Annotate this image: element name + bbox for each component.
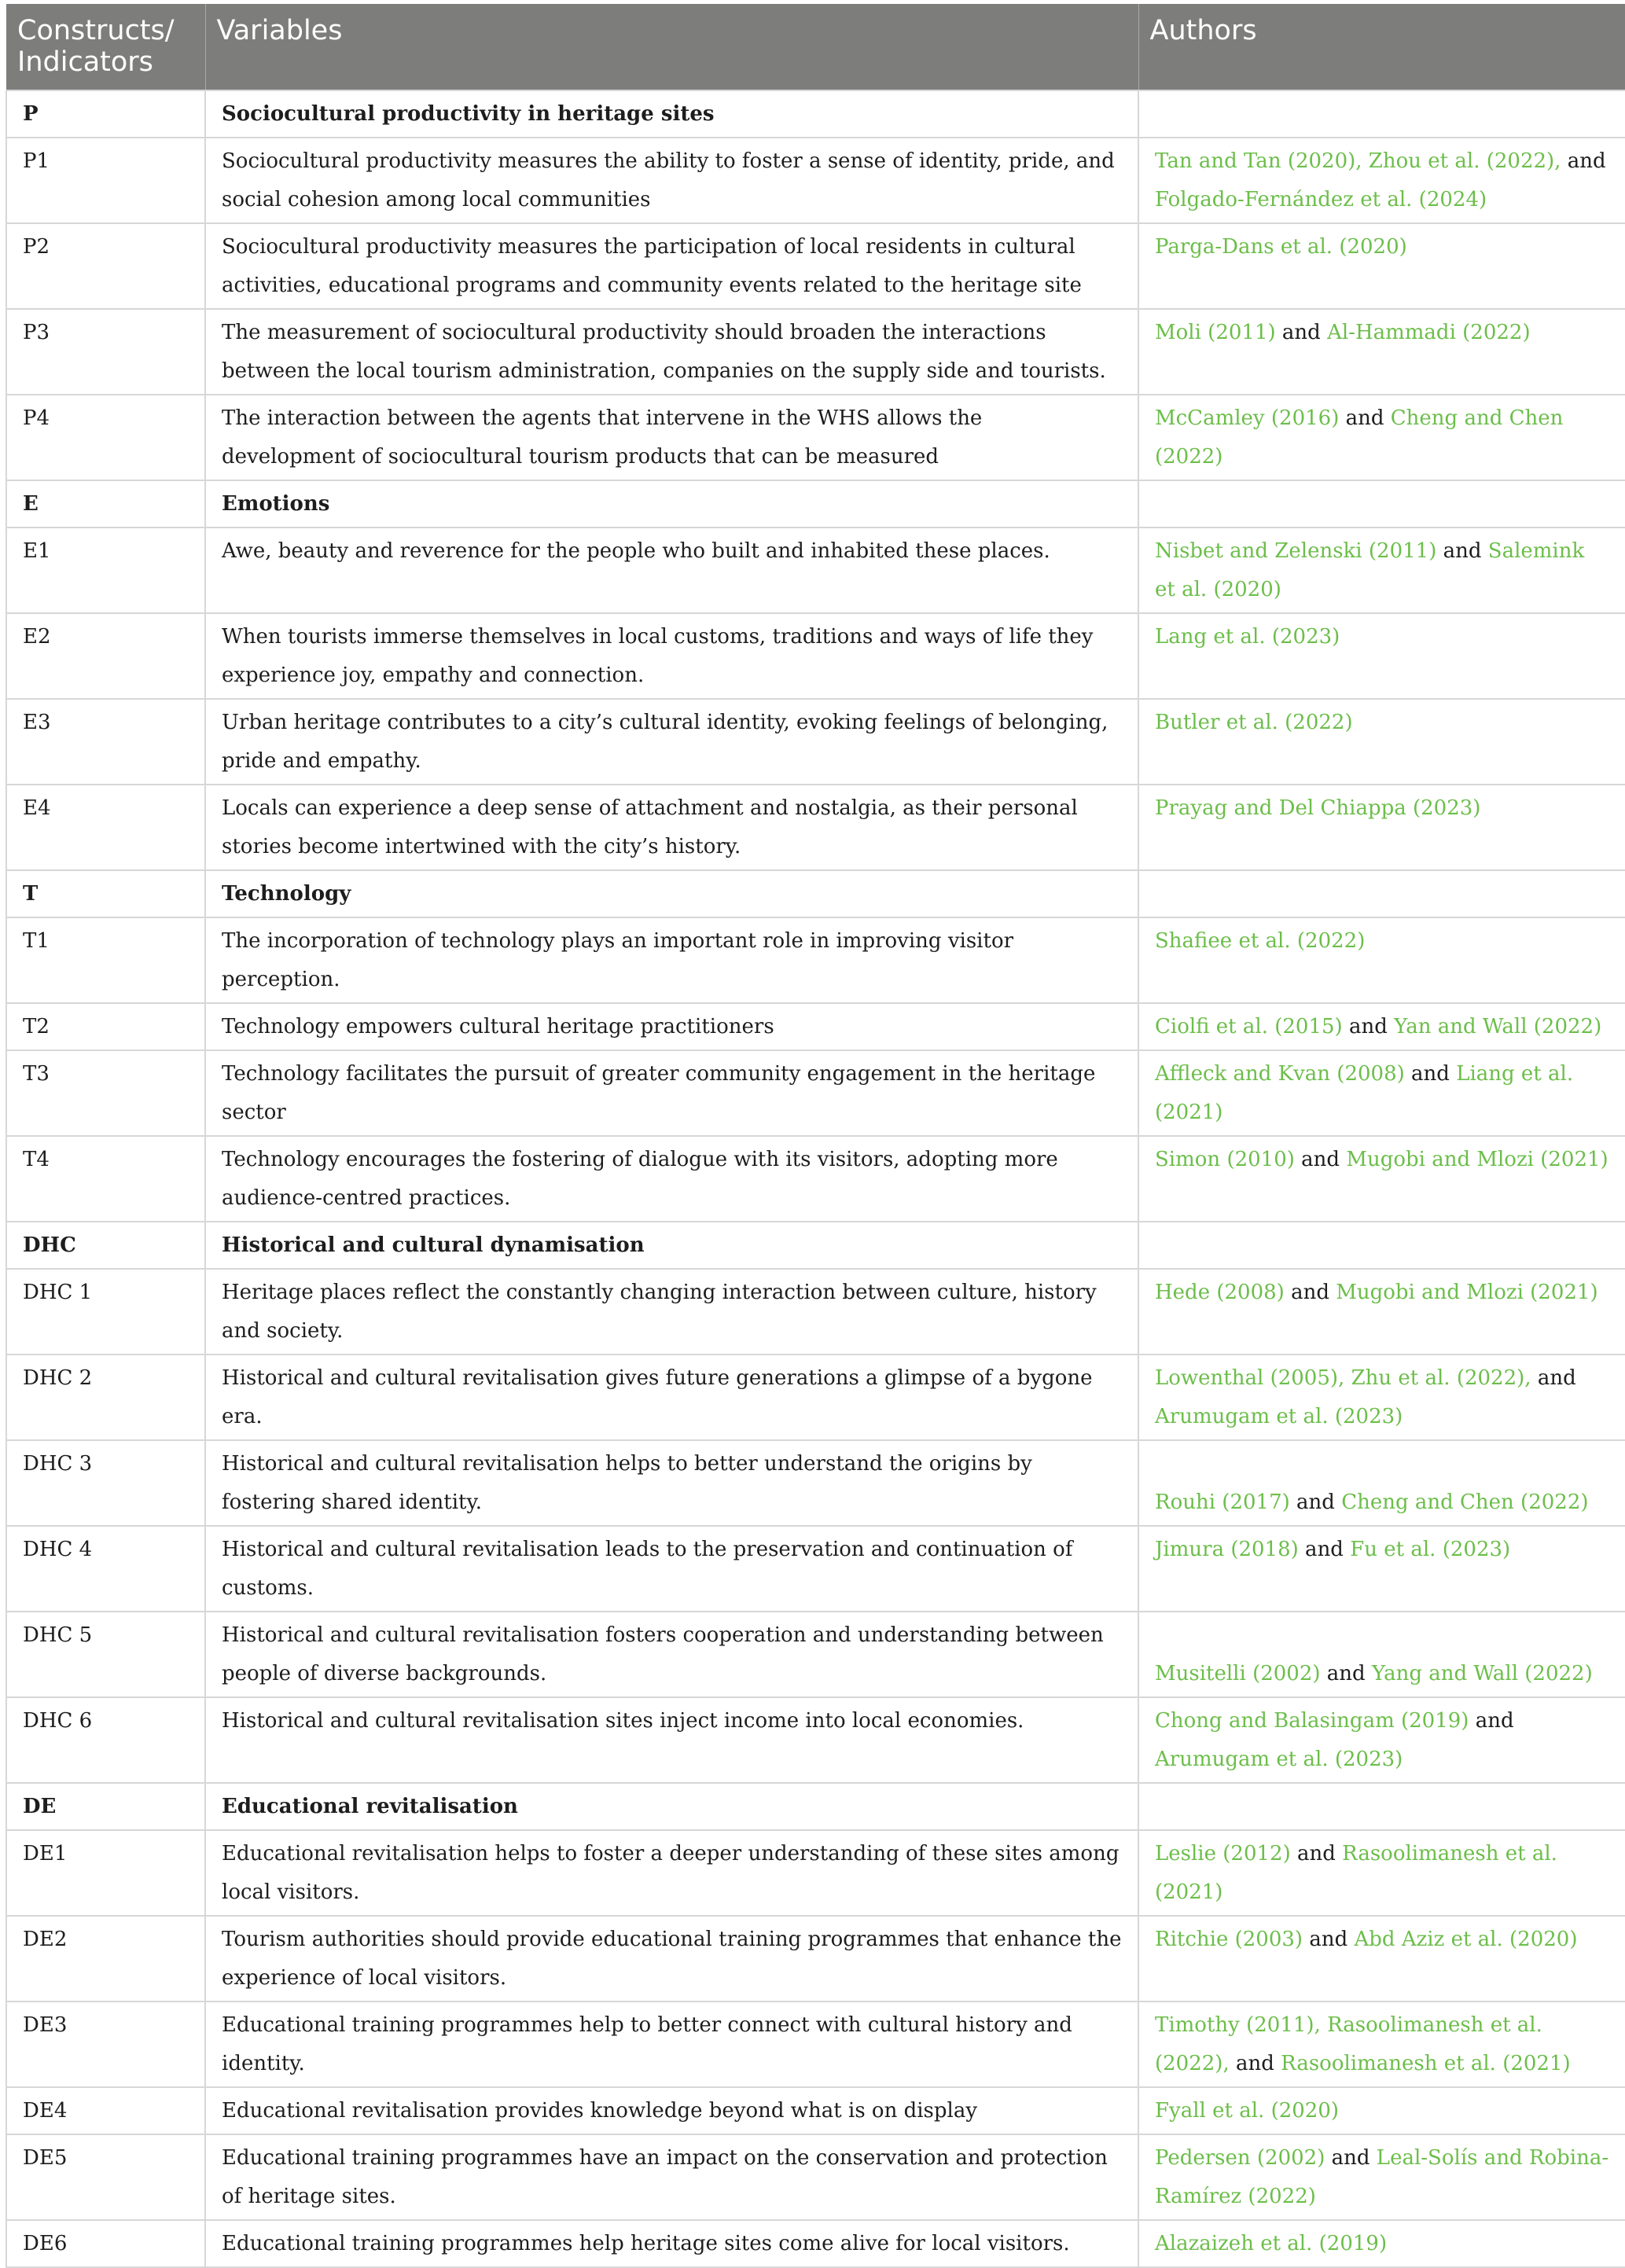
author-connector: and [1325,2146,1377,2170]
author-connector: and [1284,1281,1336,1304]
author-connector: and [1561,149,1606,173]
row-code: DE [6,1783,205,1830]
row-authors [1138,699,1625,785]
author-citation-link[interactable]: Salemink et al. (2020) [1155,539,1585,601]
row-variable: Educational revitalisation helps to foster a deeper understanding of these sites among local visitors. [205,1830,1138,1916]
author-citation-link[interactable]: Mugobi and Mlozi (2021) [1346,1148,1608,1171]
author-citation-link[interactable]: Lang et al. (2023) [1155,625,1340,649]
table-row [6,2220,1625,2267]
author-citation-link[interactable]: Alazaizeh et al. (2019) [1155,2232,1388,2255]
row-code: DE4 [6,2087,205,2134]
row-variable: Educational revitalisation provides knowledge beyond what is on display [205,2087,1138,2134]
row-variable: Educational training programmes help to better connect with cultural history and identity. [205,2002,1138,2087]
table-row [6,2002,1625,2087]
row-authors [1138,917,1625,1003]
author-connector: and [1469,1709,1514,1733]
author-citation-link[interactable]: Ciolfi et al. (2015) [1155,1015,1343,1038]
author-citation-link[interactable]: Leslie (2012) [1155,1842,1291,1865]
author-connector: and [1298,1538,1351,1561]
row-authors [1138,1355,1625,1440]
author-connector: and [1404,1062,1457,1086]
author-citation-link[interactable]: Hede (2008) [1155,1281,1285,1304]
row-authors [1138,2134,1625,2220]
row-code: P4 [6,395,205,480]
author-connector: and [1436,539,1488,563]
row-variable: Heritage places reflect the constantly changing interaction between culture, history and society. [205,1269,1138,1355]
author-citation-link[interactable]: Affleck and Kvan (2008) [1155,1062,1405,1086]
table-row [6,1355,1625,1440]
row-code: E2 [6,613,205,699]
row-variable: Urban heritage contributes to a city’s cultural identity, evoking feelings of belonging, pride and empathy. [205,699,1138,785]
row-variable: Sociocultural productivity measures the ability to foster a sense of identity, pride, and social cohesion among local communities [205,138,1138,223]
header-constructs [6,4,205,90]
row-variable: Sociocultural productivity measures the participation of local residents in cultural activities, educational programs and community events related to the heritage site [205,223,1138,309]
author-citation-link[interactable]: Liang et al. (2021) [1155,1062,1574,1124]
row-authors [1138,309,1625,395]
row-variable: Educational training programmes have an impact on the conservation and protection of heritage sites. [205,2134,1138,2220]
table-row [6,2087,1625,2134]
header-variables-label: Variables [216,15,343,46]
row-code: DHC 1 [6,1269,205,1355]
author-citation-link[interactable]: Simon (2010) [1155,1148,1295,1171]
table-row [6,223,1625,309]
author-citation-link[interactable]: Jimura (2018) [1155,1538,1299,1561]
author-citation-link[interactable]: Fyall et al. (2020) [1155,2099,1340,2123]
row-variable: When tourists immerse themselves in local customs, traditions and ways of life they experience joy, empathy and connection. [205,613,1138,699]
row-code: DE1 [6,1830,205,1916]
row-code: P1 [6,138,205,223]
author-connector: and [1339,406,1391,430]
row-authors [1138,223,1625,309]
row-code: T2 [6,1003,205,1050]
row-authors [1138,2002,1625,2087]
author-citation-link[interactable]: Yang and Wall (2022) [1371,1662,1593,1685]
author-citation-link[interactable]: Lowenthal (2005), Zhu et al. (2022), [1155,1366,1531,1390]
row-authors [1138,613,1625,699]
author-citation-link[interactable]: Leal-Solís and Robina-Ramírez (2022) [1155,2146,1609,2208]
author-citation-link[interactable]: Nisbet and Zelenski (2011) [1155,539,1437,563]
row-variable: Technology encourages the fostering of dialogue with its visitors, adopting more audience-centred practices. [205,1136,1138,1222]
author-connector: and [1229,2052,1281,2075]
author-citation-link[interactable]: Timothy (2011), Rasoolimanesh et al. (2022), [1155,2013,1542,2075]
row-authors [1138,785,1625,870]
table-row [6,527,1625,613]
table-row [6,613,1625,699]
row-code: P3 [6,309,205,395]
author-citation-link[interactable]: Mugobi and Mlozi (2021) [1336,1281,1598,1304]
row-authors [1138,1222,1625,1269]
table-row [6,1526,1625,1612]
author-connector: and [1342,1015,1395,1038]
author-connector: and [1290,1842,1343,1865]
header-authors-label: Authors [1149,15,1257,46]
table-row [6,917,1625,1003]
table-row [6,1136,1625,1222]
table-row [6,1269,1625,1355]
author-citation-link[interactable]: Rasoolimanesh et al. (2021) [1281,2052,1571,2075]
row-variable: Historical and cultural revitalisation helps to better understand the origins by fostering shared identity. [205,1440,1138,1526]
author-citation-link[interactable]: Moli (2011) [1155,321,1276,344]
row-code: E3 [6,699,205,785]
table-group-row [6,1783,1625,1830]
row-code: DE2 [6,1916,205,2002]
author-citation-link[interactable]: Butler et al. (2022) [1155,711,1353,734]
row-authors [1138,395,1625,480]
header-variables [205,4,1138,90]
row-code: DHC 3 [6,1440,205,1526]
row-code: DHC 6 [6,1697,205,1783]
row-variable: Sociocultural productivity in heritage sites [205,90,1138,138]
row-code: T1 [6,917,205,1003]
author-citation-link[interactable]: Fu et al. (2023) [1350,1538,1511,1561]
author-citation-link[interactable]: Chong and Balasingam (2019) [1155,1709,1469,1733]
row-authors [1138,1269,1625,1355]
table-row [6,2134,1625,2220]
table-row [6,395,1625,480]
row-code: DE5 [6,2134,205,2220]
author-citation-link[interactable]: Yan and Wall (2022) [1394,1015,1602,1038]
author-citation-link[interactable]: Cheng and Chen (2022) [1341,1491,1589,1514]
table-row [6,1612,1625,1697]
row-authors [1138,1440,1625,1526]
author-connector: and [1320,1662,1372,1685]
row-code: E4 [6,785,205,870]
row-code: DHC 2 [6,1355,205,1440]
author-citation-link[interactable]: Tan and Tan (2020), Zhou et al. (2022), [1155,149,1561,173]
row-variable: Educational training programmes help heritage sites come alive for local visitors. [205,2220,1138,2267]
author-connector: and [1303,1928,1355,1951]
author-citation-link[interactable]: Pedersen (2002) [1155,2146,1325,2170]
row-variable: Tourism authorities should provide educational training programmes that enhance the experience of local visitors. [205,1916,1138,2002]
row-code: E1 [6,527,205,613]
author-citation-link[interactable]: Prayag and Del Chiappa (2023) [1155,796,1481,820]
table-row [6,1003,1625,1050]
author-citation-link[interactable]: Abd Aziz et al. (2020) [1354,1928,1578,1951]
table-row [6,1697,1625,1783]
table-row [6,1050,1625,1136]
table-group-row [6,1222,1625,1269]
table-row [6,1830,1625,1916]
row-authors [1138,1050,1625,1136]
row-authors [1138,138,1625,223]
row-authors [1138,1136,1625,1222]
table-header [6,4,1625,90]
row-authors [1138,1612,1625,1697]
row-authors [1138,1697,1625,1783]
author-citation-link[interactable]: Al-Hammadi (2022) [1327,321,1531,344]
table-row [6,1916,1625,2002]
row-authors [1138,1783,1625,1830]
row-code: T [6,870,205,917]
authors-spacer [1155,1445,1609,1483]
row-code: DHC 5 [6,1612,205,1697]
row-authors [1138,2220,1625,2267]
row-code: DHC [6,1222,205,1269]
table-row [6,309,1625,395]
row-code: DE3 [6,2002,205,2087]
constructs-table [6,4,1625,2268]
author-connector: and [1289,1491,1342,1514]
row-code: T3 [6,1050,205,1136]
header-authors [1138,4,1625,90]
author-connector: and [1275,321,1328,344]
row-variable: Historical and cultural revitalisation gives future generations a glimpse of a bygone era. [205,1355,1138,1440]
row-variable: Awe, beauty and reverence for the people who built and inhabited these places. [205,527,1138,613]
authors-spacer [1155,1616,1609,1655]
author-connector: and [1294,1148,1347,1171]
author-citation-link[interactable]: Ritchie (2003) [1155,1928,1303,1951]
row-variable: Historical and cultural revitalisation leads to the preservation and continuation of customs. [205,1526,1138,1612]
row-authors [1138,1830,1625,1916]
author-citation-link[interactable]: Folgado-Fernández et al. (2024) [1155,188,1487,211]
row-variable: Educational revitalisation [205,1783,1138,1830]
row-code: DE6 [6,2220,205,2267]
author-connector: and [1531,1366,1576,1390]
author-citation-link[interactable]: Musitelli (2002) [1155,1662,1321,1685]
author-citation-link[interactable]: Arumugam et al. (2023) [1155,1748,1403,1771]
author-citation-link[interactable]: Rasoolimanesh et al. (2021) [1155,1842,1557,1904]
author-citation-link[interactable]: Cheng and Chen (2022) [1155,406,1564,469]
author-citation-link[interactable]: McCamley (2016) [1155,406,1340,430]
row-authors [1138,90,1625,138]
row-authors [1138,1526,1625,1612]
row-variable: The measurement of sociocultural productivity should broaden the interactions between the local tourism administration, companies on the supply side and tourists. [205,309,1138,395]
table-row [6,1440,1625,1526]
row-authors [1138,527,1625,613]
author-citation-link[interactable]: Rouhi (2017) [1155,1491,1290,1514]
table-row [6,138,1625,223]
author-citation-link[interactable]: Parga-Dans et al. (2020) [1155,235,1407,259]
author-citation-link[interactable]: Shafiee et al. (2022) [1155,929,1366,953]
table-body [6,90,1625,2267]
row-variable: Technology empowers cultural heritage practitioners [205,1003,1138,1050]
row-code: P [6,90,205,138]
row-variable: Historical and cultural dynamisation [205,1222,1138,1269]
row-code: DHC 4 [6,1526,205,1612]
row-authors [1138,2087,1625,2134]
table-row [6,699,1625,785]
row-authors [1138,1003,1625,1050]
header-constructs-label: Constructs/ Indicators [17,15,175,78]
row-variable: Historical and cultural revitalisation fosters cooperation and understanding between people of diverse backgrounds. [205,1612,1138,1697]
table-group-row [6,480,1625,527]
row-authors [1138,480,1625,527]
author-citation-link[interactable]: Arumugam et al. (2023) [1155,1405,1403,1428]
row-variable: Locals can experience a deep sense of attachment and nostalgia, as their personal stories become intertwined with the city’s history. [205,785,1138,870]
row-variable: Historical and cultural revitalisation sites inject income into local economies. [205,1697,1138,1783]
row-authors [1138,1916,1625,2002]
table-row [6,785,1625,870]
row-variable: The interaction between the agents that intervene in the WHS allows the development of sociocultural tourism products that can be measured [205,395,1138,480]
row-code: P2 [6,223,205,309]
header-row [6,4,1625,90]
row-code: T4 [6,1136,205,1222]
table-group-row [6,870,1625,917]
table-group-row [6,90,1625,138]
row-variable: Technology facilitates the pursuit of greater community engagement in the heritage sector [205,1050,1138,1136]
row-variable: The incorporation of technology plays an important role in improving visitor perception. [205,917,1138,1003]
row-authors [1138,870,1625,917]
row-variable: Emotions [205,480,1138,527]
row-variable: Technology [205,870,1138,917]
row-code: E [6,480,205,527]
